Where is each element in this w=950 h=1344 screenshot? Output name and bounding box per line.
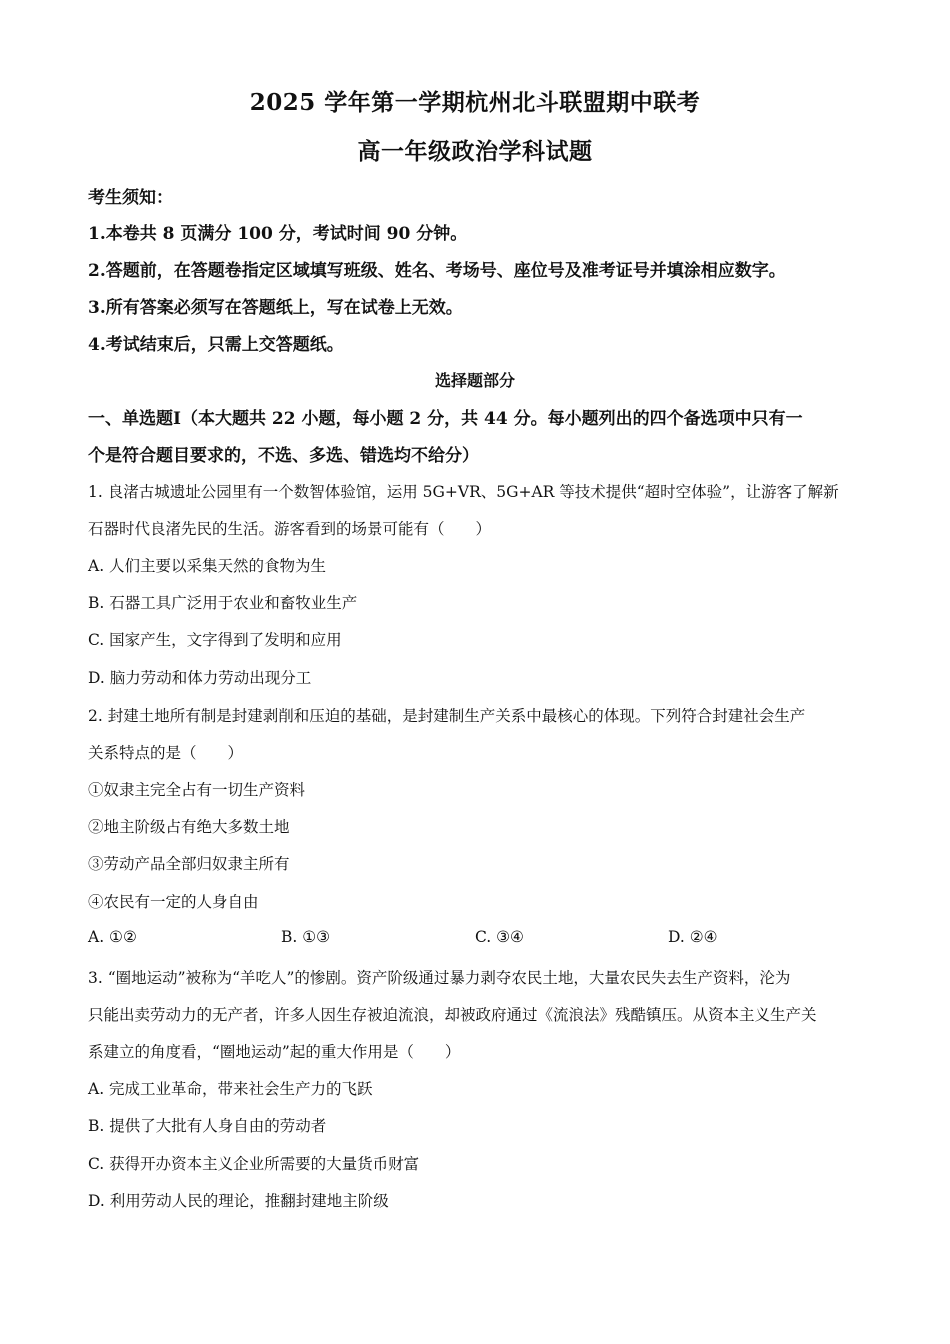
question-2-choice-a: A. ①② (88, 928, 137, 946)
section-instruction: 一、单选题Ⅰ（本大题共 22 小题，每小题 2 分，共 44 分。每小题列出的四个备选项中只有一 (88, 409, 803, 429)
question-2-statement: ①奴隶主完全占有一切生产资料 (88, 781, 306, 799)
question-3-option-a: A. 完成工业革命，带来社会生产力的飞跃 (88, 1080, 373, 1098)
question-2-statement: ④农民有一定的人身自由 (88, 893, 259, 911)
question-3-stem: 系建立的角度看，“圈地运动”起的重大作用是（ ） (88, 1043, 461, 1061)
question-2-choice-c: C. ③④ (475, 928, 524, 946)
question-3-option-b: B. 提供了大批有人身自由的劳动者 (88, 1117, 327, 1135)
notice-item: 3.所有答案必须写在答题纸上，写在试卷上无效。 (88, 298, 463, 318)
question-1-option-a: A. 人们主要以采集天然的食物为生 (88, 557, 327, 575)
question-3-option-c: C. 获得开办资本主义企业所需要的大量货币财富 (88, 1155, 420, 1173)
section-instruction: 个是符合题目要求的，不选、多选、错选均不给分） (88, 446, 479, 466)
section-title: 选择题部分 (434, 371, 515, 390)
notice-heading: 考生须知： (88, 188, 173, 208)
question-1-option-c: C. 国家产生，文字得到了发明和应用 (88, 631, 342, 649)
exam-title: 2025 学年第一学期杭州北斗联盟期中联考 (249, 89, 701, 116)
question-1-option-d: D. 脑力劳动和体力劳动出现分工 (88, 669, 312, 687)
question-1-stem: 1. 良渚古城遗址公园里有一个数智体验馆，运用 5G+VR、5G+AR 等技术提供“超时空体验”，让游客了解新 (88, 483, 839, 501)
question-2-statement: ③劳动产品全部归奴隶主所有 (88, 855, 290, 873)
question-2-choice-d: D. ②④ (668, 928, 718, 946)
question-3-stem: 3. “圈地运动”被称为“羊吃人”的惨剧。资产阶级通过暴力剥夺农民土地，大量农民失去生产资料，沦为 (88, 969, 791, 987)
question-3-stem: 只能出卖劳动力的无产者，许多人因生存被迫流浪，却被政府通过《流浪法》残酷镇压。从资本主义生产关 (88, 1006, 817, 1024)
question-1-stem: 石器时代良渚先民的生活。游客看到的场景可能有（ ） (88, 520, 492, 538)
question-3-option-d: D. 利用劳动人民的理论，推翻封建地主阶级 (88, 1192, 389, 1210)
question-2-choice-b: B. ①③ (281, 928, 331, 946)
notice-item: 1.本卷共 8 页满分 100 分，考试时间 90 分钟。 (88, 224, 468, 244)
question-2-stem: 2. 封建土地所有制是封建剥削和压迫的基础，是封建制生产关系中最核心的体现。下列符合封建社会生产 (88, 707, 806, 725)
notice-item: 2.答题前，在答题卷指定区域填写班级、姓名、考场号、座位号及准考证号并填涂相应数字。 (88, 261, 786, 281)
question-2-stem: 关系特点的是（ ） (88, 744, 244, 762)
notice-item: 4.考试结束后，只需上交答题纸。 (88, 335, 344, 355)
question-2-statement: ②地主阶级占有绝大多数土地 (88, 818, 290, 836)
exam-subtitle: 高一年级政治学科试题 (357, 138, 593, 165)
question-1-option-b: B. 石器工具广泛用于农业和畜牧业生产 (88, 594, 358, 612)
